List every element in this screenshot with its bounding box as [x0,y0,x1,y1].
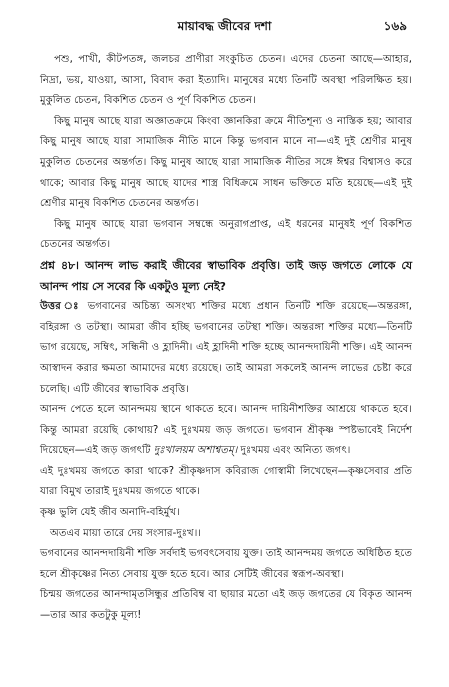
verse-line: কৃষ্ণ ভুলি যেই জীব অনাদি-বহির্মুখ। [40,507,180,519]
question-label: প্রশ্ন ৪৮। [40,258,79,272]
page-header [0,18,449,36]
paragraph [40,400,412,462]
paragraph-text: দুঃখময় এবং অনিত্য জগৎ। [240,445,351,457]
question-paragraph [40,256,412,297]
answer-text: ভগবানের অচিন্ত্য অসংখ্য শক্তির মধ্যে প্রধান তিনটি শক্তি রয়েছে—অন্তরঙ্গা, বহিরঙ্গা ও তটস্থা। আমরা জীব হচ্ছি ভগবানের তটস্থা শক্তি। অন্তরঙ্গা শক্তির মধ্যে—তিনটি ভাগ রয়েছে, সম্বিৎ, সন্ধিনী ও হ্লাদিনী। এই হ্লাদিনী শক্তি হচ্ছে আনন্দদায়িনী শক্তি। এই আনন্দ আস্বাদন করার ক্ষমতা আমাদের মধ্যে রয়েছে। তাই আমরা সকলেই আনন্দ লাভের চেষ্টা করে চলেছি। এটি জীবের স্বাভাবিক প্রবৃত্তি। [40,301,412,395]
verse-line: অতএব মায়া তারে দেয় সংসার-দুঃখ।। [50,527,202,539]
answer-label: উত্তর ঃ [40,301,82,313]
paragraph: পশু, পাখী, কীটপতঙ্গ, জলচর প্রাণীরা সংকুচিত চেতন। এদের চেতনা আছে—আহার, নিদ্রা, ভয়, যাওয়া, আসা, বিবাদ করা ইত্যাদি। মানুষের মধ্যে তিনটি অবস্থা পরিলক্ষিত হয়। মুকুলিত চেতন, বিকশিত চেতন ও পূর্ণ বিকশিত চেতন। [40,54,412,107]
paragraph-text: আনন্দ পেতে হলে আনন্দময় স্থানে থাকতে হবে। আনন্দ দায়িনীশক্তির আশ্রয়ে থাকতে হবে। কিন্তু আমরা রয়েছি কোথায়? এই দুঃখময় জড় জগতে। ভগবান শ্রীকৃষ্ণ স্পষ্টভাবেই নির্দেশ দিয়েছেন—এই জড় জগৎটি [40,404,412,457]
page-body [40,50,412,627]
scripture-quote: দুঃখালয়ম অশাশ্বতম্‌। [153,445,238,457]
page-number: ১৬৯ [383,19,407,33]
running-title: মায়াবদ্ধ জীবের দশা [177,19,272,33]
paragraph: ভগবানের আনন্দদায়িনী শক্তি সর্বদাই ভগবৎসেবায় যুক্ত। তাই আনন্দময় জগতে অধিষ্ঠিত হতে হলে শ্রীকৃষ্ণের নিত্য সেবায় যুক্ত হতে হবে। আর সেটিই জীবের স্বরূপ-অবস্থা। [40,548,412,580]
paragraph: কিছু মানুষ আছে যারা অজ্ঞাতক্রমে কিংবা জ্ঞানকিরা ক্রমে নীতিশূন্য ও নাস্তিক হয়; আবার কিছু মানুষ আছে যারা সামাজিক নীতি মানে কিন্তু ভগবান মানে না—এই দুই শ্রেণীর মানুষ মুকুলিত চেতনের অন্তর্গত। কিছু মানুষ আছে যারা সামাজিক নীতির সঙ্গে ঈশ্বর বিশ্বাসও করে থাকে; আবার কিছু মানুষ আছে যাদের শাস্ত্র বিধিক্রমে সাধন ভক্তিতে মতি হয়েছে—এই দুই শ্রেণীর মানুষ বিকশিত চেতনের অন্তর্গত। [40,115,412,210]
paragraph: কিছু মানুষ আছে যারা ভগবান সম্বন্ধে অনুরাগপ্রাপ্ত, এই ধরনের মানুষই পূর্ণ বিকশিত চেতনের অন্তর্গত। [40,218,412,251]
paragraph: চিন্ময় জগতের আনন্দামৃতসিন্ধুর প্রতিবিম্ব বা ছায়ার মতো এই জড় জগতের যে বিকৃত আনন্দ—তার আর কতটুকু মূল্য! [40,589,412,622]
answer-paragraph [40,297,412,400]
paragraph: এই দুঃখময় জগতে কারা থাকে? শ্রীকৃষ্ণদাস কবিরাজ গোস্বামী লিখেছেন—কৃষ্ণসেবার প্রতি যারা বিমুখ তারাই দুঃখময় জগতে থাকে। [40,465,412,498]
question-text: আনন্দ লাভ করাই জীবের স্বাভাবিক প্রবৃত্তি। তাই জড় জগতে লোকে যে আনন্দ পায় সে সবের কি একটুও মূল্য নেই? [40,258,412,293]
